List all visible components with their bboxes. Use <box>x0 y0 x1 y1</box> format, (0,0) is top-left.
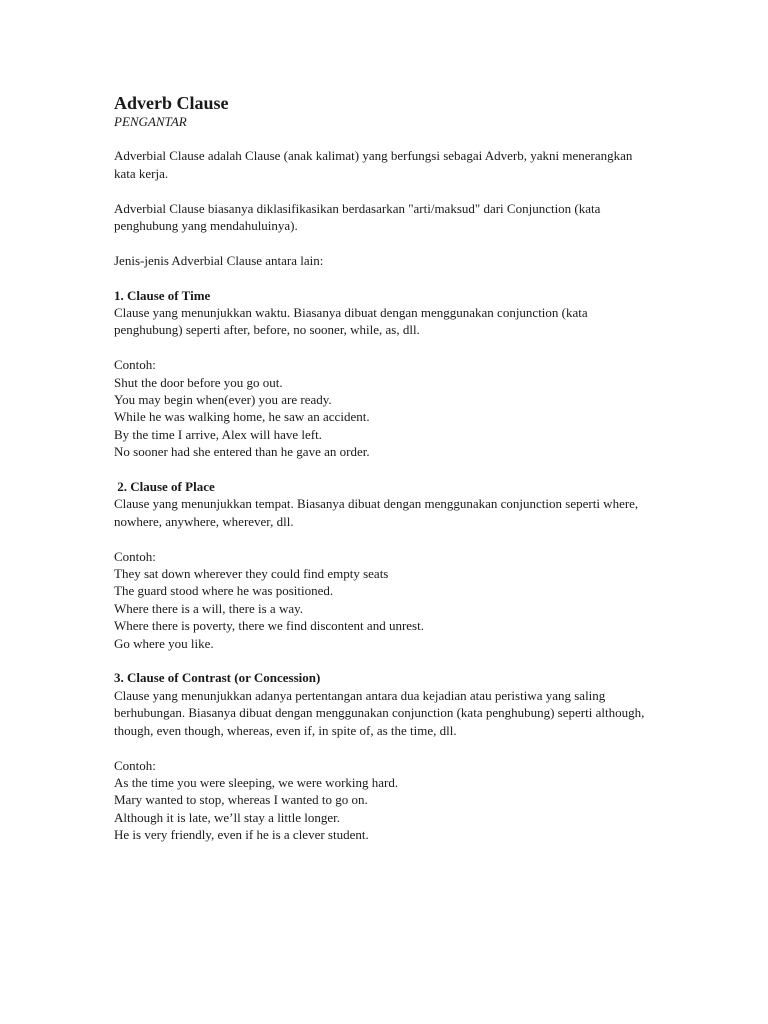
section-heading: 1. Clause of Time <box>114 287 211 303</box>
section-clause-of-time <box>114 287 728 461</box>
document-subtitle: PENGANTAR <box>114 114 187 129</box>
example-item: Although it is late, we’ll stay a little longer. <box>114 809 341 825</box>
section-heading: 3. Clause of Contrast (or Concession) <box>114 670 321 686</box>
section-clause-of-place <box>114 478 728 652</box>
example-item: Go where you like. <box>114 635 214 651</box>
example-list <box>114 374 728 461</box>
section-heading: 2. Clause of Place <box>114 479 215 495</box>
example-item: No sooner had she entered than he gave an order. <box>114 444 370 460</box>
example-item: They sat down wherever they could find empty seats <box>114 566 389 582</box>
example-item: Shut the door before you go out. <box>114 374 283 390</box>
example-list <box>114 565 728 652</box>
example-item: While he was walking home, he saw an accident. <box>114 409 370 425</box>
example-item: Where there is poverty, there we find discontent and unrest. <box>114 618 424 634</box>
intro-paragraph: Jenis-jenis Adverbial Clause antara lain: <box>114 252 324 268</box>
example-item: Where there is a will, there is a way. <box>114 600 304 616</box>
section-description: Clause yang menunjukkan tempat. Biasanya dibuat dengan menggunakan conjunction seperti where, nowhere, anywhere, wherever, dll. <box>114 496 639 529</box>
intro-paragraph: Adverbial Clause adalah Clause (anak kalimat) yang berfungsi sebagai Adverb, yakni menerangkan kata kerja. <box>114 148 633 181</box>
example-label: Contoh: <box>114 548 156 564</box>
document-title: Adverb Clause <box>114 93 229 113</box>
intro-paragraph: Adverbial Clause biasanya diklasifikasikan berdasarkan "arti/maksud" dari Conjunction (kata penghubung yang mendahuluinya). <box>114 200 601 234</box>
example-label: Contoh: <box>114 357 156 373</box>
example-item: By the time I arrive, Alex will have left. <box>114 426 322 442</box>
example-item: You may begin when(ever) you are ready. <box>114 392 332 408</box>
section-description: Clause yang menunjukkan adanya pertentangan antara dua kejadian atau peristiwa yang saling berhubungan. Biasanya dibuat dengan menggunakan conjunction (kata penghubung) seperti although, though, even though, whereas, even if, in spite of, as the time, dll. <box>114 687 645 738</box>
section-description: Clause yang menunjukkan waktu. Biasanya dibuat dengan menggunakan conjunction (kata penghubung) seperti after, before, no sooner, while, as, dll. <box>114 305 588 338</box>
section-clause-of-contrast <box>114 669 728 843</box>
example-item: Mary wanted to stop, whereas I wanted to go on. <box>114 792 368 808</box>
example-label: Contoh: <box>114 757 156 773</box>
example-list <box>114 774 728 844</box>
example-item: The guard stood where he was positioned. <box>114 583 334 599</box>
example-item: He is very friendly, even if he is a clever student. <box>114 827 369 843</box>
example-item: As the time you were sleeping, we were working hard. <box>114 774 399 790</box>
